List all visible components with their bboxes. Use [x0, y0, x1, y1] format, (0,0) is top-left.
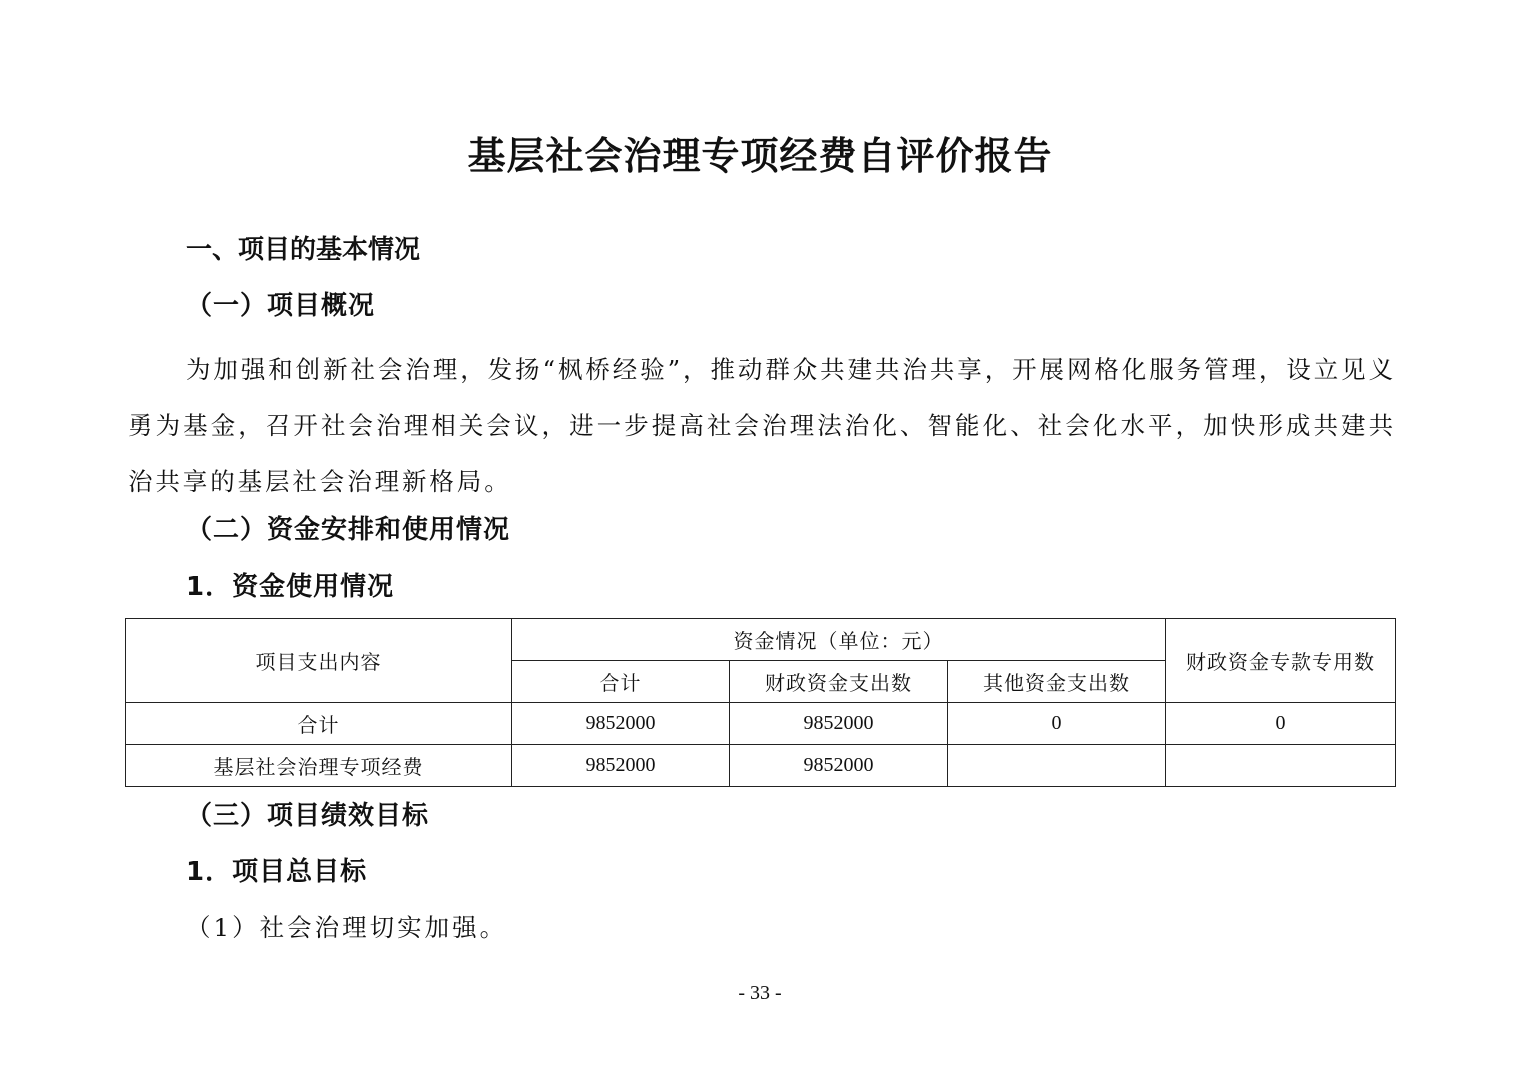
header-content: 项目支出内容: [126, 619, 512, 703]
goal-point-1: （1）社会治理切实加强。: [186, 913, 508, 942]
row-fiscal: 9852000: [730, 745, 948, 787]
table-row: [126, 745, 1396, 787]
table-row: [126, 703, 1396, 745]
item-heading-fund-usage: 1．资金使用情况: [186, 572, 395, 602]
row-total: 9852000: [512, 745, 730, 787]
header-special: 财政资金专款专用数: [1166, 619, 1396, 703]
header-other: 其他资金支出数: [948, 661, 1166, 703]
row-special: [1166, 745, 1396, 787]
item-heading-overall-goal: 1．项目总目标: [186, 857, 368, 887]
row-total: 9852000: [512, 703, 730, 745]
row-fiscal: 9852000: [730, 703, 948, 745]
page-number: - 33 -: [738, 982, 782, 1004]
header-total: 合计: [512, 661, 730, 703]
row-name: 基层社会治理专项经费: [126, 745, 512, 787]
table-header-row: [126, 619, 1396, 661]
overview-paragraph: 为加强和创新社会治理，发扬“枫桥经验”，推动群众共建共治共享，开展网格化服务管理，设立见义勇为基金，召开社会治理相关会议，进一步提高社会治理法治化、智能化、社会化水平，加快形成共建共治共享的基层社会治理新格局。: [128, 355, 1396, 496]
header-fiscal: 财政资金支出数: [730, 661, 948, 703]
row-special: 0: [1166, 703, 1396, 745]
header-funds-group: 资金情况（单位：元）: [512, 619, 1166, 661]
row-name: 合计: [126, 703, 512, 745]
section-heading-basic-info: 一、项目的基本情况: [186, 235, 421, 265]
fund-usage-table: [125, 618, 1396, 787]
row-other: [948, 745, 1166, 787]
subsection-heading-funds: （二）资金安排和使用情况: [186, 515, 511, 545]
subsection-heading-overview: （一）项目概况: [186, 291, 376, 321]
row-other: 0: [948, 703, 1166, 745]
subsection-heading-performance: （三）项目绩效目标: [186, 801, 430, 831]
document-title: 基层社会治理专项经费自评价报告: [467, 134, 1053, 178]
